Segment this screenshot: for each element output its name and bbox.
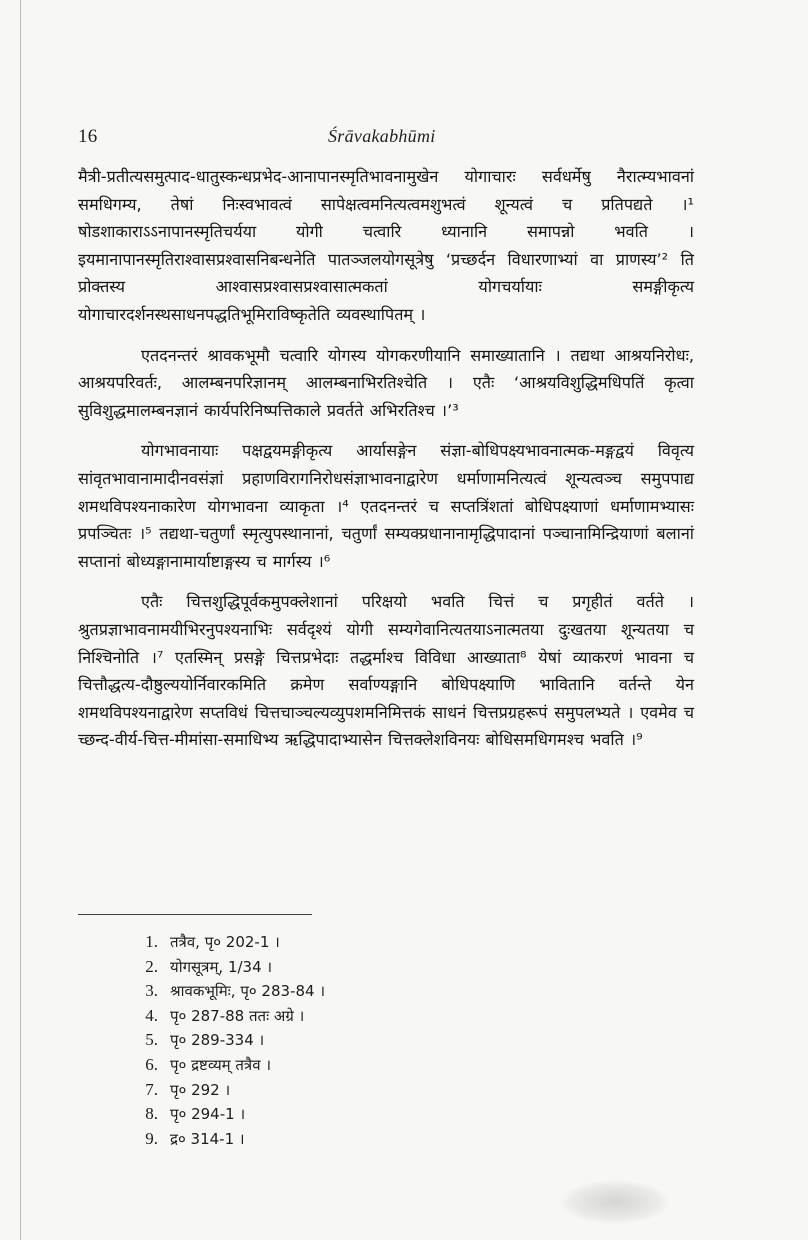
footnote-number: 9.: [145, 1128, 158, 1148]
footnote-text: योगसूत्रम्, 1/34 ।: [170, 957, 273, 976]
footnote-number: 2.: [145, 956, 158, 976]
footnote-number: 5.: [145, 1030, 158, 1050]
footnote-number: 4.: [145, 1005, 158, 1025]
footnote-text: द्र० 314-1 ।: [170, 1129, 245, 1148]
footnote-text: पृ० द्रष्टव्यम् तत्रैव ।: [170, 1055, 272, 1074]
scan-smudge: [560, 1180, 670, 1224]
running-title: Śrāvakabhūmi: [328, 126, 436, 146]
paragraph-3: योगभावनायाः पक्षद्वयमङ्गीकृत्य आर्यासङ्गेन संज्ञा-बोधिपक्ष्यभावनात्मक-मङ्गद्वयं विवृत्य सांवृतभावानामादीनवसंज्ञां प्रहाणविरागनिरोधसंज्ञाभावनाद्वारेण धर्माणामनित्यत्वं शून्यत्वञ्च समुपपाद्य शमथविपश्यनाकारेण योगभावना व्याकृता ।⁴ एतदनन्तरं च सप्तत्रिंशतां बोधिपक्ष्याणां धर्माणामभ्यासः प्रपञ्चितः ।⁵ तद्यथा-चतुर्णां स्मृत्युपस्थानानां, चतुर्णां सम्यक्प्रधानानामृद्धिपादानां पञ्चानामिन्द्रियाणां बलानां सप्तानां बोध्यङ्गानामार्याष्टाङ्गस्य च मार्गस्य ।⁶: [78, 441, 694, 571]
footnote-number: 7.: [145, 1079, 158, 1099]
footnote-text: पृ० 292 ।: [170, 1080, 231, 1099]
footnote-2: [130, 955, 490, 980]
footnote-separator: [78, 914, 312, 915]
footnote-6: [130, 1053, 490, 1078]
footnote-number: 8.: [145, 1104, 158, 1124]
footnote-text: पृ० 289-334 ।: [170, 1031, 265, 1050]
footnote-3: [130, 979, 490, 1004]
footnote-text: पृ० 294-1 ।: [170, 1105, 246, 1124]
paragraph-4: एतैः चित्तशुद्धिपूर्वकमुपक्लेशानां परिक्षयो भवति चित्तं च प्रगृहीतं वर्तते । श्रुतप्रज्ञाभावनामयीभिरनुपश्यनाभिः सर्वदृश्यं योगी सम्यगेवानित्यतयाऽनात्मतया दुःखतया शून्यतया च निश्चिनोति ।⁷ एतस्मिन् प्रसङ्गे चित्तप्रभेदाः तद्धर्माश्च विविधा आख्याता⁸ येषां व्याकरणं भावना च चित्तौद्धत्य-दौष्ठुल्ययोर्निवारकमिति क्रमेण सर्वाण्यङ्गानि बोधिपक्ष्याणि भावितानि वर्तन्ते येन शमथविपश्यनाद्वारेण सप्तविधं चित्तचाञ्चल्यव्युपशमनिमित्तकं साधनं चित्तप्रग्रहरूपं समुपलभ्यते । एवमेव च च्छन्द-वीर्य-चित्त-मीमांसा-समाधिभ्य ऋद्धिपादाभ्यासेन चित्तक्लेशविनयः बोधिसमधिगमश्च भवति ।⁹: [78, 592, 694, 750]
footnote-text: पृ० 287-88 ततः अग्रे ।: [170, 1006, 305, 1025]
footnote-number: 1.: [145, 932, 158, 951]
page-header: [78, 126, 698, 150]
main-text: [78, 163, 694, 767]
footnote-7: [130, 1078, 490, 1103]
footnote-number: 3.: [145, 981, 158, 1001]
page-left-border: [20, 0, 21, 1240]
footnote-9: [130, 1127, 490, 1152]
page-number: 16: [78, 126, 98, 147]
footnote-8: [130, 1102, 490, 1127]
footnote-1: [130, 930, 490, 955]
footnote-text: श्रावकभूमिः, पृ० 283-84 ।: [170, 982, 326, 1001]
footnote-text: तत्रैव, पृ० 202-1 ।: [170, 933, 280, 951]
paragraph-2: एतदनन्तरं श्रावकभूमौ चत्वारि योगस्य योगकरणीयानि समाख्यातानि । तद्यथा आश्रयनिरोधः, आश्रयपरिवर्तः, आलम्बनपरिज्ञानम् आलम्बनाभिरतिश्चेति । एतैः ‘आश्रयविशुद्धिमधिपतिं कृत्वा सुविशुद्धमालम्बनज्ञानं कार्यपरिनिष्पत्तिकाले प्रवर्तते अभिरतिश्च ।’³: [78, 345, 694, 420]
footnote-5: [130, 1028, 490, 1053]
footnotes: [130, 930, 490, 1151]
footnote-number: 6.: [145, 1054, 158, 1074]
paragraph-1: मैत्री-प्रतीत्यसमुत्पाद-धातुस्कन्धप्रभेद-आनापानस्मृतिभावनामुखेन योगाचारः सर्वधर्मेषु नैरात्म्यभावनां समधिगम्य, तेषां निःस्वभावत्वं सापेक्षत्वमनित्यत्वमशुभत्वं शून्यत्वं च प्रतिपद्यते ।¹ षोडशाकाराऽऽनापानस्मृतिचर्यया योगी चत्वारि ध्यानानि समापन्नो भवति । इयमानापानस्मृतिराश्वासप्रश्वासनिबन्धनेति पातञ्जलयोगसूत्रेषु ‘प्रच्छर्दन विधारणाभ्यां वा प्राणस्य’² ति प्रोक्तस्य आश्वासप्रश्वासप्रश्वासात्मकतां योगचर्यायाः समङ्गीकृत्य योगाचारदर्शनस्थसाधनपद्धतिभूमिराविष्कृतेति व्यवस्थापितम् ।: [78, 167, 694, 324]
footnote-4: [130, 1004, 490, 1029]
